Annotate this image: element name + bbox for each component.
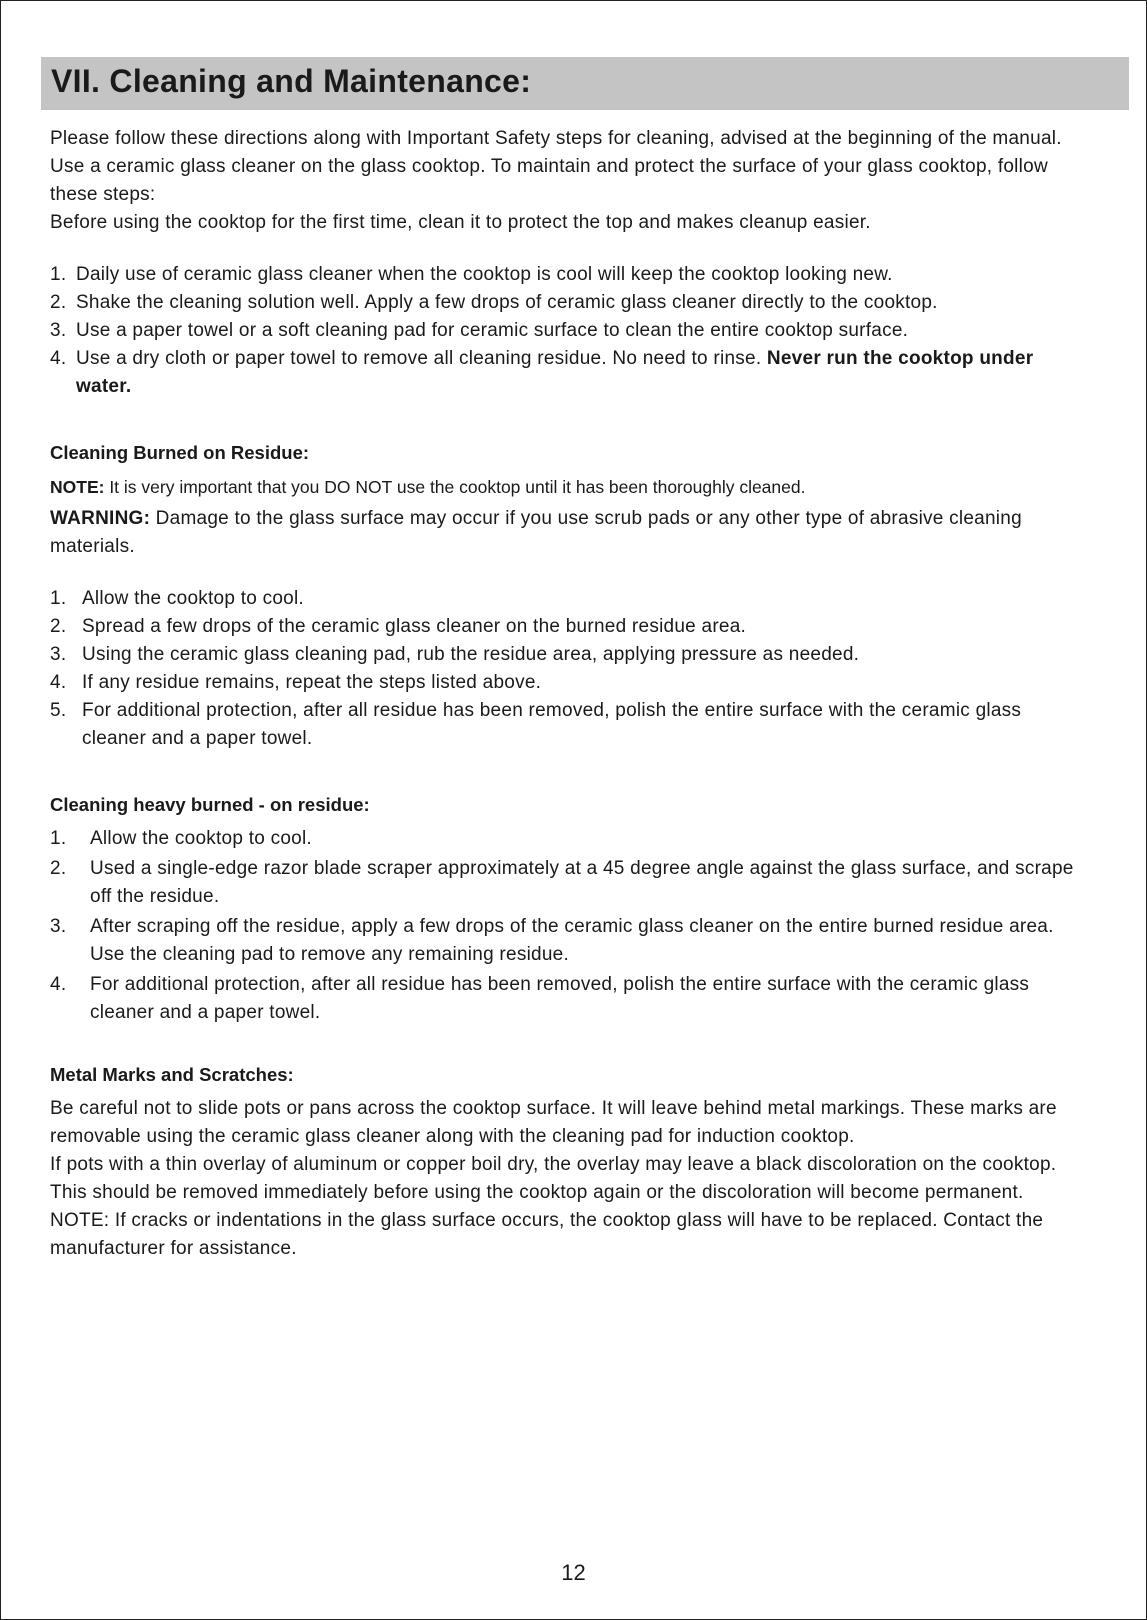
never-run-under-water-warning: Never run the cooktop under water. [76,348,1034,397]
list-item: 3. After scraping off the residue, apply a few drops of the ceramic glass cleaner on the entire burned residue area. Use the cleaning pad to remove any remaining residue. [50,916,1054,965]
list-item: 3. Use a paper towel or a soft cleaning pad for ceramic surface to clean the entire cooktop surface. [50,320,909,341]
list-item: 1. Daily use of ceramic glass cleaner when the cooktop is cool will keep the cooktop looking new. [50,264,893,285]
list-item: 2. Spread a few drops of the ceramic glass cleaner on the burned residue area. [50,616,747,637]
intro-first-use: Before using the cooktop for the first time, clean it to protect the top and makes cleanup easier. [50,212,871,233]
list-item: 1. Allow the cooktop to cool. [50,588,304,609]
cracks-note: NOTE: If cracks or indentations in the glass surface occurs, the cooktop glass will have to be replaced. Contact the manufacturer for assistance. [50,1210,1044,1259]
list-item: 2. Used a single-edge razor blade scraper approximately at a 45 degree angle against the glass surface, and scrape off the residue. [50,858,1074,907]
list-item: 3. Using the ceramic glass cleaning pad, rub the residue area, applying pressure as needed. [50,644,860,665]
list-item: 1. Allow the cooktop to cool. [50,828,312,849]
discoloration-paragraph: If pots with a thin overlay of aluminum or copper boil dry, the overlay may leave a black discoloration on the cooktop. This should be removed immediately before using the cooktop again or the discoloration will become permanent. [50,1154,1057,1203]
section-header-bar [41,57,1129,110]
page-number: 12 [561,1560,586,1585]
heavy-residue-heading: Cleaning heavy burned - on residue: [50,794,370,815]
burned-residue-heading: Cleaning Burned on Residue: [50,442,310,463]
burned-residue-steps [50,585,1090,753]
intro-paragraph: Please follow these directions along with Important Safety steps for cleaning, advised at the beginning of the manual. Use a ceramic glass cleaner on the glass cooktop. To maintain and protect the surface of your glass cooktop, follow these steps: [50,128,1062,205]
daily-cleaning-steps [50,261,1090,401]
list-item: 4. Use a dry cloth or paper towel to remove all cleaning residue. No need to rinse. Never run the cooktop under water. [50,348,1034,397]
metal-marks-heading: Metal Marks and Scratches: [50,1064,294,1085]
burned-warning: WARNING: Damage to the glass surface may occur if you use scrub pads or any other type of abrasive cleaning materials. [50,508,1022,557]
list-item: 4. If any residue remains, repeat the steps listed above. [50,672,542,693]
list-item: 4. For additional protection, after all residue has been removed, polish the entire surface with the ceramic glass cleaner and a paper towel. [50,974,1030,1023]
metal-marks-paragraph: Be careful not to slide pots or pans across the cooktop surface. It will leave behind metal markings. These marks are removable using the ceramic glass cleaner along with the cleaning pad for induction cooktop. [50,1098,1057,1147]
list-item: 2. Shake the cleaning solution well. Apply a few drops of ceramic glass cleaner directly to the cooktop. [50,292,938,313]
list-item: 5. For additional protection, after all residue has been removed, polish the entire surface with the ceramic glass cleaner and a paper towel. [50,700,1022,749]
heavy-residue-steps [50,825,1090,1027]
burned-note: NOTE: It is very important that you DO NOT use the cooktop until it has been thoroughly cleaned. [50,477,806,497]
page-content [50,125,1090,1263]
section-title: VII. Cleaning and Maintenance: [51,63,532,99]
